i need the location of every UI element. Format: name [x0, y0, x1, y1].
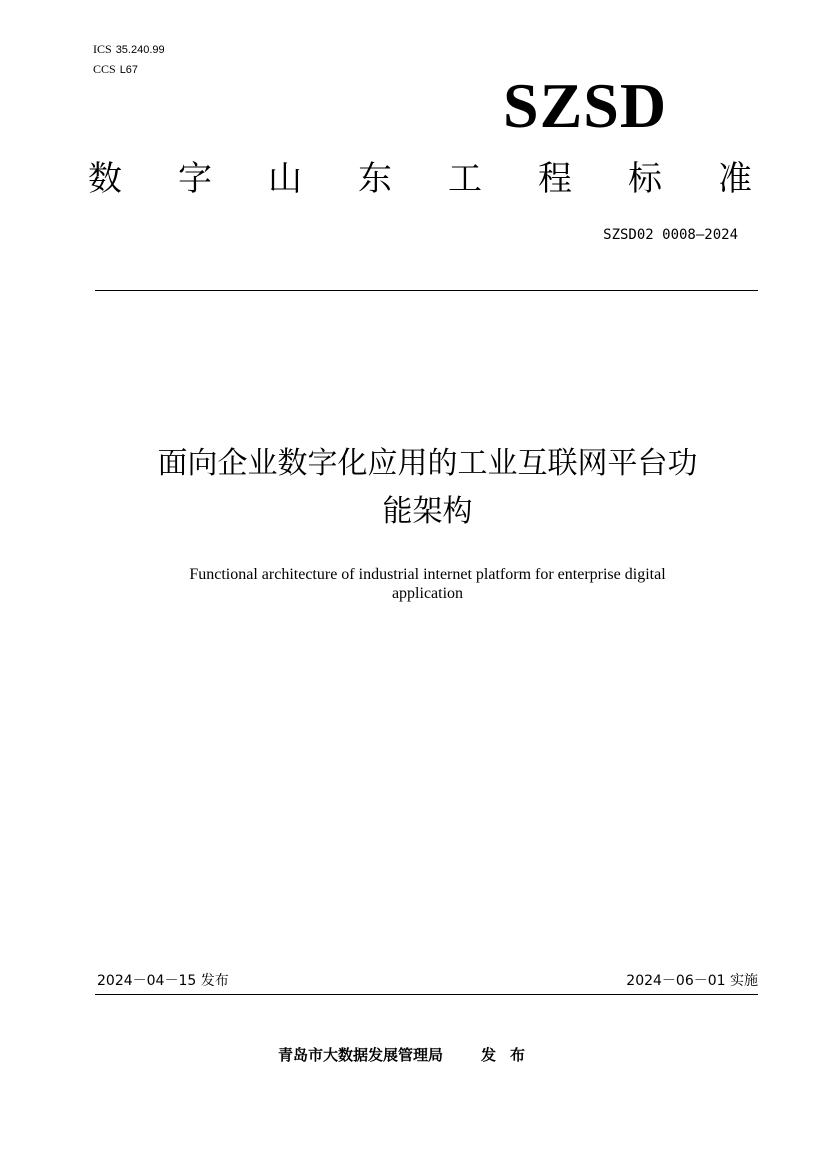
header-divider [95, 290, 758, 291]
chinese-title-line: 面向企业数字化应用的工业互联网平台功 [157, 446, 698, 481]
ccs-classification [93, 62, 138, 77]
standard-type-char: 程 [538, 159, 572, 199]
standard-type-char: 准 [718, 159, 752, 199]
footer-divider [95, 994, 758, 995]
ccs-label: CCS [93, 62, 116, 76]
ics-code: 35.240.99 [115, 44, 165, 56]
standard-type-char: 数 [88, 159, 122, 199]
english-title [100, 565, 755, 603]
standard-logo: SZSD [503, 70, 668, 141]
standard-type-char: 东 [358, 159, 392, 199]
ics-label: ICS [93, 42, 112, 56]
standard-type-char: 山 [268, 159, 302, 199]
english-title-line: application [391, 585, 464, 602]
publish-date: 2024－04－15 发布 [97, 973, 229, 989]
issuer-action: 发布 [481, 1046, 540, 1064]
standard-type-char: 标 [628, 159, 662, 199]
issuer-name: 青岛市大数据发展管理局 [278, 1046, 444, 1064]
issuer-line [278, 1045, 539, 1065]
ccs-code: L67 [119, 64, 139, 76]
standard-type-char: 工 [448, 159, 482, 199]
standard-number: SZSD02 0008—2024 [603, 227, 738, 243]
chinese-title-line: 能架构 [382, 494, 473, 529]
chinese-title [60, 440, 795, 536]
ics-classification [93, 42, 165, 57]
standard-type-char: 字 [178, 159, 212, 199]
english-title-line: Functional architecture of industrial internet platform for enterprise digital [189, 566, 666, 583]
standard-type-heading [88, 156, 752, 202]
implement-date: 2024－06－01 实施 [626, 973, 758, 989]
